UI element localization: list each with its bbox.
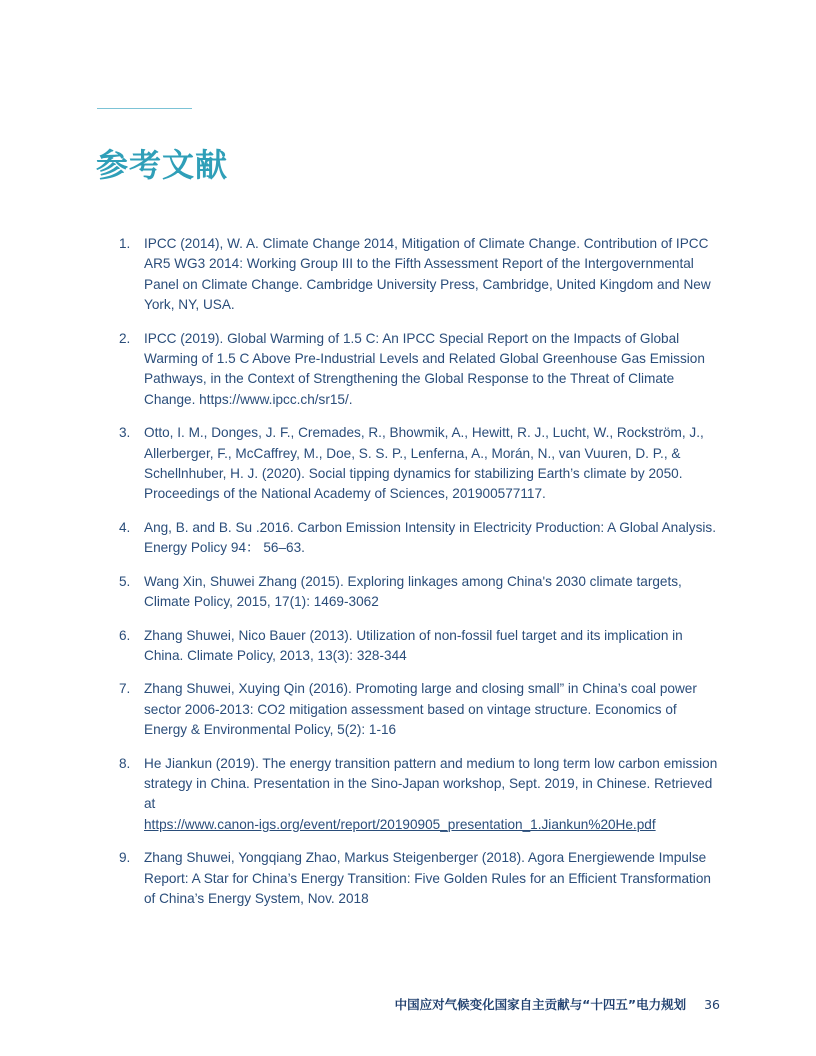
title-accent-rule [97, 108, 192, 109]
reference-text: Ang, B. and B. Su .2016. Carbon Emission Intensity in Electricity Production: A Global Analysis. Energy Policy 94： 56–63. [144, 519, 716, 556]
reference-number: 7. [119, 681, 131, 697]
page-number: 36 [704, 997, 720, 1012]
reference-number: 4. [119, 519, 131, 535]
reference-item [116, 423, 721, 505]
reference-number: 1. [119, 236, 131, 251]
reference-item [116, 848, 721, 909]
reference-item [116, 234, 721, 316]
reference-number: 2. [119, 330, 131, 346]
page-title: 参考文献 [96, 146, 229, 184]
reference-number: 9. [119, 850, 131, 866]
footer-report-title: 中国应对气候变化国家自主贡献与“十四五”电力规划 [394, 997, 687, 1012]
reference-item [116, 679, 721, 740]
reference-text: Wang Xin, Shuwei Zhang (2015). Exploring linkages among China's 2030 climate targets, Climate Policy, 2015, 17(1): 1469-3062 [144, 573, 682, 610]
reference-text: Otto, I. M., Donges, J. F., Cremades, R., Bhowmik, A., Hewitt, R. J., Lucht, W., Rockström, J., Allerberger, F., McCaffrey, M., Doe, S. S. P., Lenferna, A., Morán, N., van Vuuren, D. P., & Schellnhuber, H. J. (2020). Social tipping dynamics for stabilizing Earth’s climate by 2050. Proceedings of the National Academy of Sciences, 201900577117. [144, 425, 704, 502]
reference-text: Zhang Shuwei, Nico Bauer (2013). Utilization of non-fossil fuel target and its implication in China. Climate Policy, 2013, 13(3): 328-344 [144, 627, 683, 663]
reference-text: IPCC (2014), W. A. Climate Change 2014, Mitigation of Climate Change. Contribution of IPCC AR5 WG3 2014: Working Group III to the Fifth Assessment Report of the Intergovernmental Panel on Climate Change. Cambridge University Press, Cambridge, United Kingdom and New York, NY, USA. [144, 236, 711, 313]
reference-text: Zhang Shuwei, Yongqiang Zhao, Markus Steigenberger (2018). Agora Energiewende Impulse Report: A Star for China’s Energy Transition: Five Golden Rules for an Efficient Transformation of China’s Energy System, Nov. 2018 [144, 850, 711, 906]
page-footer [395, 995, 720, 1013]
reference-number: 6. [119, 627, 131, 643]
reference-item [116, 754, 721, 836]
reference-item [116, 572, 721, 613]
reference-text: Zhang Shuwei, Xuying Qin (2016). Promoting large and closing small” in China’s coal power sector 2006-2013: CO2 mitigation assessment based on vintage structure. Economics of Energy & Environmental Policy, 5(2): 1-16 [144, 681, 697, 738]
reference-list [116, 234, 721, 922]
reference-item [116, 518, 721, 559]
reference-item [116, 626, 721, 667]
reference-item [116, 329, 721, 411]
reference-link[interactable]: https://www.canon-igs.org/event/report/20190905_presentation_1.Jiankun%20He.pdf [144, 816, 656, 832]
reference-number: 3. [119, 425, 131, 441]
reference-text: IPCC (2019). Global Warming of 1.5 C: An IPCC Special Report on the Impacts of Global Warming of 1.5 C Above Pre-Industrial Levels and Related Global Greenhouse Gas Emission Pathways, in the Context of Strengthening the Global Response to the Threat of Climate Change. https://www.ipcc.ch/sr15/. [144, 330, 705, 407]
reference-text: He Jiankun (2019). The energy transition pattern and medium to long term low carbon emission strategy in China. Presentation in the Sino-Japan workshop, Sept. 2019, in Chinese. Retrieved at [144, 755, 718, 812]
reference-number: 5. [119, 573, 131, 589]
reference-number: 8. [119, 755, 131, 771]
